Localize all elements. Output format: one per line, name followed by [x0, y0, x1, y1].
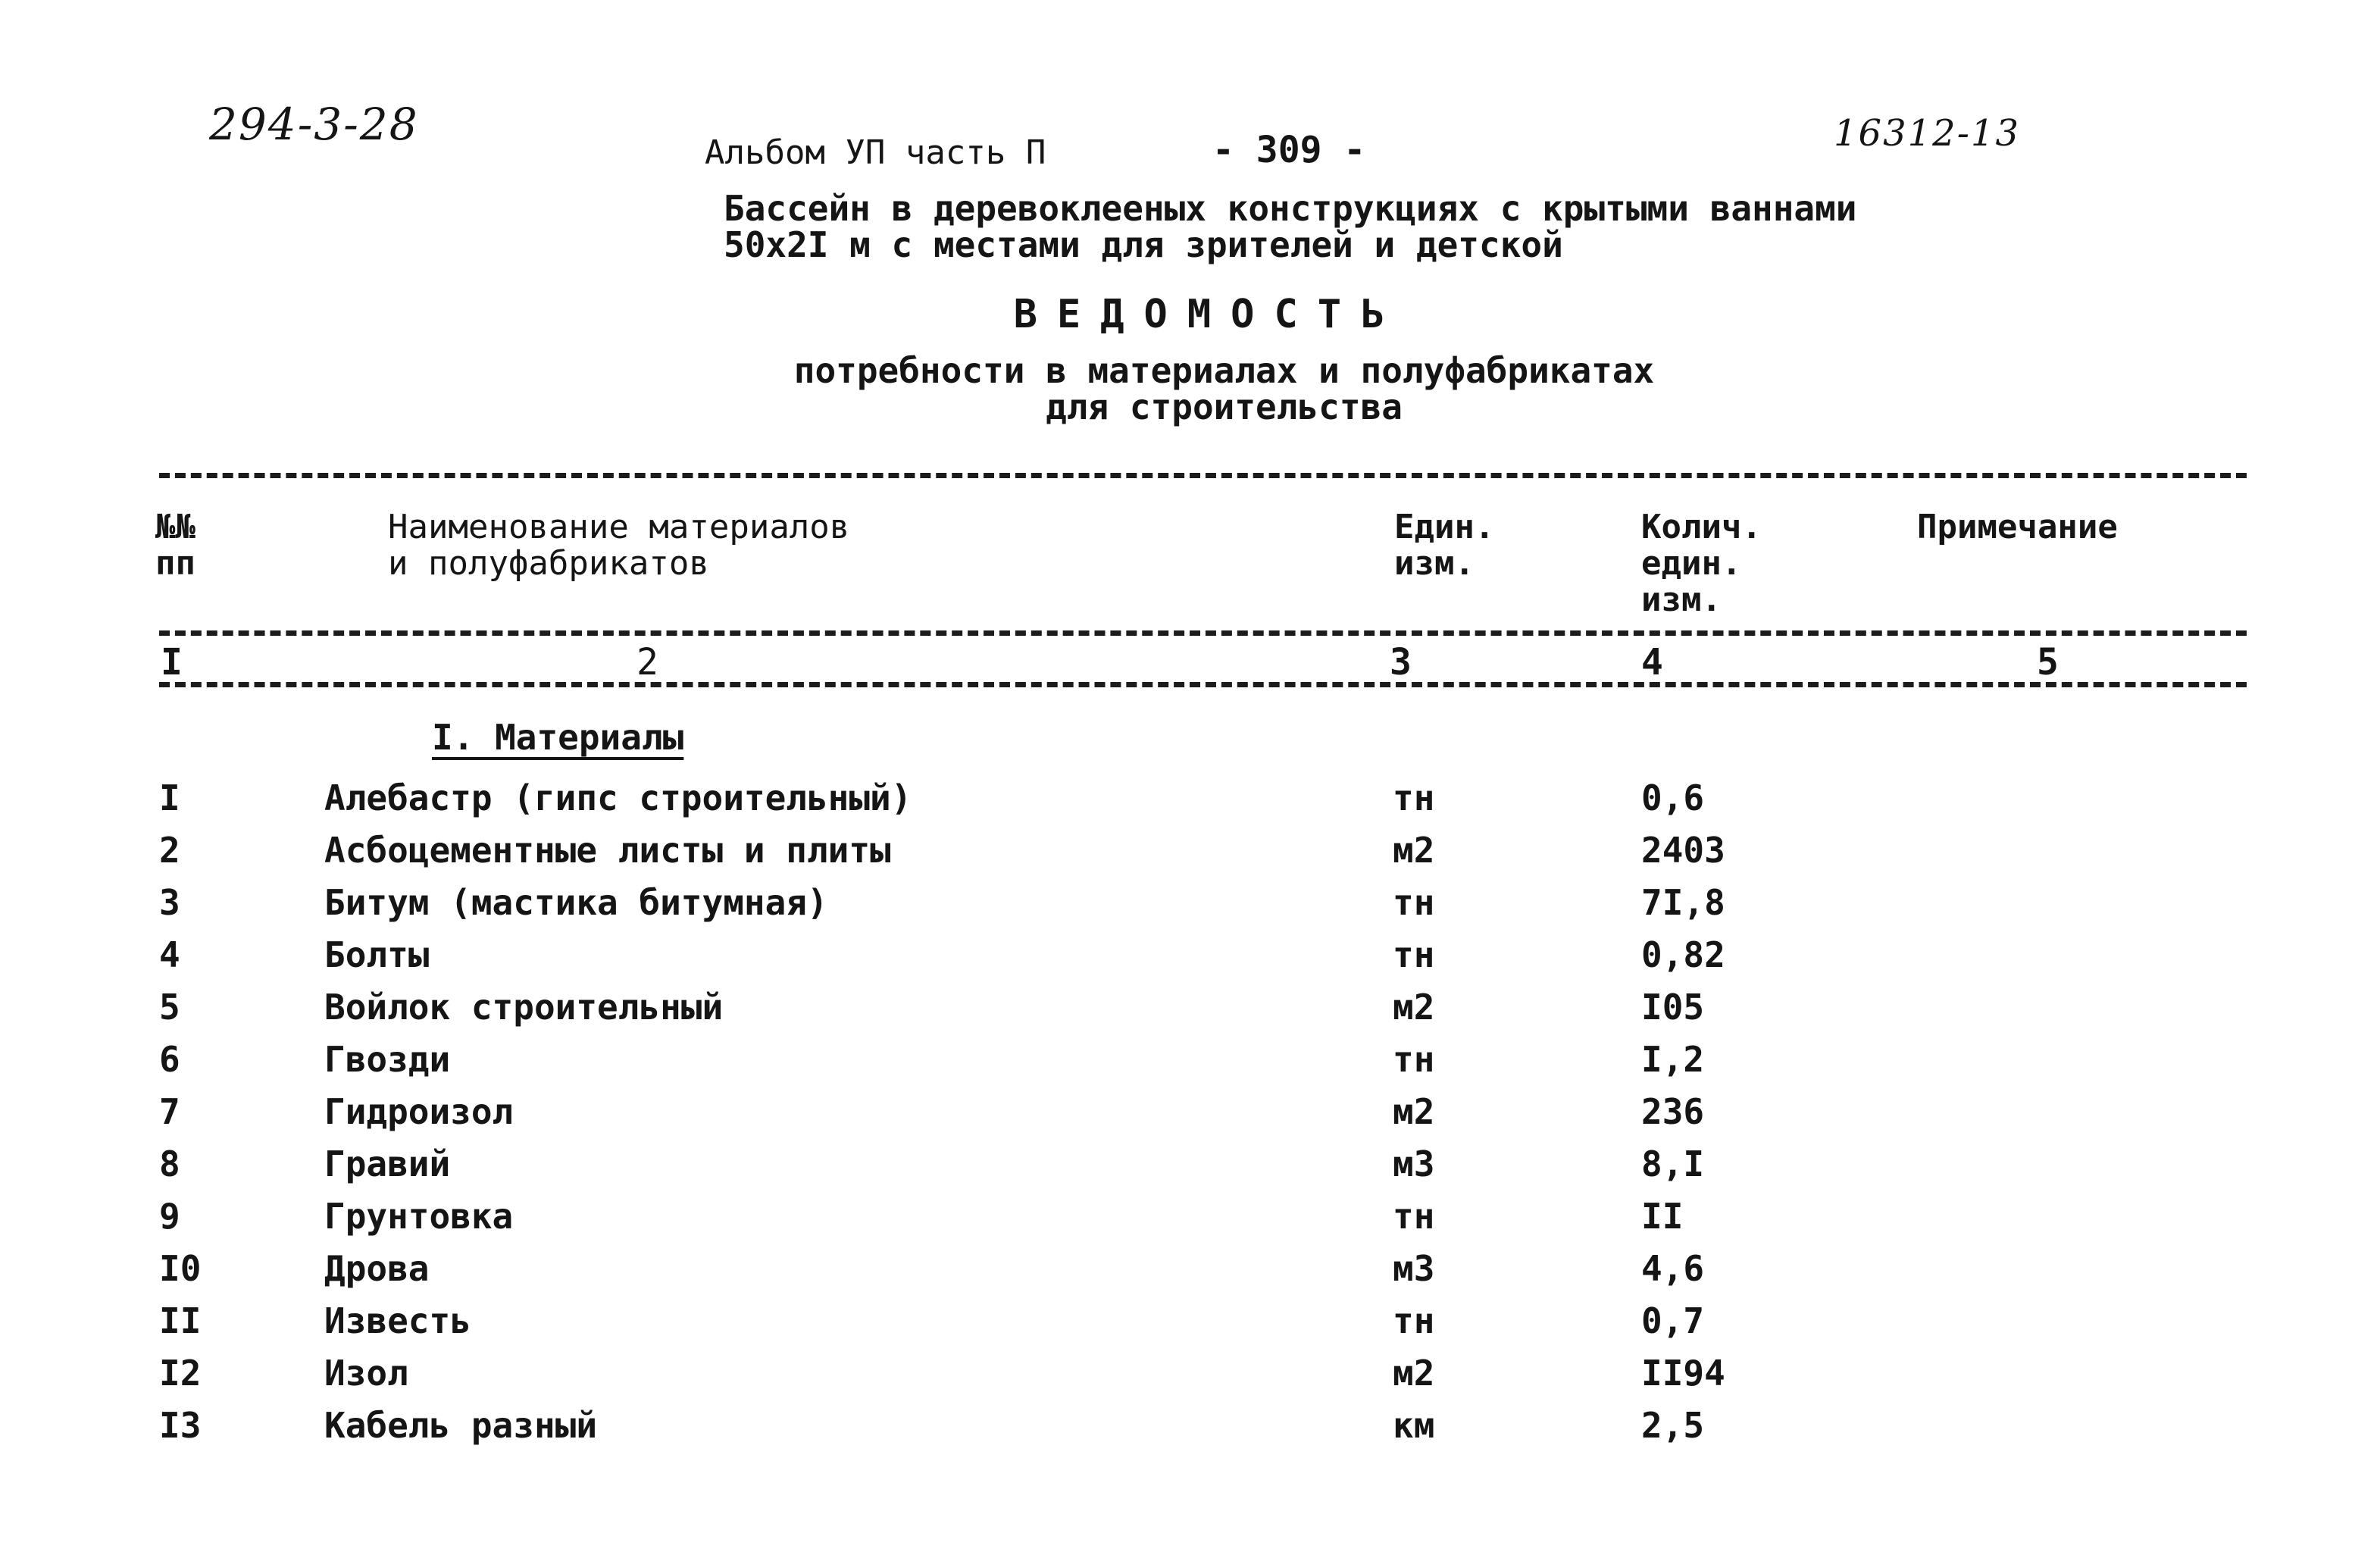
row-material-name: Гвозди	[324, 1039, 451, 1080]
table-row	[0, 1405, 2380, 1457]
table-top-rule	[159, 473, 2247, 478]
row-number: I2	[159, 1353, 202, 1394]
row-quantity: I,2	[1641, 1039, 1705, 1080]
document-description-line-2: для строительства	[1046, 386, 1403, 427]
column-header-quantity: Колич. един. изм.	[1641, 508, 1762, 619]
column-number-4: 4	[1641, 641, 1663, 684]
row-quantity: 0,7	[1641, 1300, 1705, 1341]
row-material-name: Гидроизол	[324, 1091, 514, 1132]
column-numbers-rule	[159, 682, 2247, 687]
row-number: 2	[159, 830, 180, 871]
row-number: 8	[159, 1143, 180, 1184]
row-number: I3	[159, 1405, 202, 1446]
row-material-name: Войлок строительный	[324, 987, 724, 1028]
row-number: 5	[159, 987, 180, 1028]
table-row	[0, 1248, 2380, 1300]
row-material-name: Изол	[324, 1353, 408, 1394]
row-unit: м3	[1393, 1143, 1435, 1184]
row-material-name: Дрова	[324, 1248, 430, 1289]
table-row	[0, 882, 2380, 934]
row-quantity: 2,5	[1641, 1405, 1705, 1446]
row-quantity: II94	[1641, 1353, 1725, 1394]
row-material-name: Болты	[324, 934, 430, 975]
row-number: 3	[159, 882, 180, 923]
row-quantity: 8,I	[1641, 1143, 1705, 1184]
column-header-number: №№ пп	[155, 508, 195, 583]
column-header-unit: Един. изм.	[1394, 508, 1495, 583]
table-row	[0, 777, 2380, 830]
table-row	[0, 1300, 2380, 1353]
document-description-line-1: потребности в материалах и полуфабрикатах	[793, 350, 1655, 391]
row-quantity: 0,82	[1641, 934, 1725, 975]
row-unit: тн	[1393, 934, 1435, 975]
document-title: ВЕДОМОСТЬ	[1013, 292, 1405, 337]
row-quantity: II	[1641, 1196, 1684, 1237]
row-quantity: 2403	[1641, 830, 1725, 871]
column-number-5: 5	[2037, 641, 2059, 684]
project-subtitle-line-2: 50х2I м с местами для зрителей и детской	[724, 224, 1563, 265]
row-number: 6	[159, 1039, 180, 1080]
row-unit: тн	[1393, 1039, 1435, 1080]
row-quantity: I05	[1641, 987, 1705, 1028]
table-row	[0, 1196, 2380, 1248]
row-material-name: Асбоцементные листы и плиты	[324, 830, 891, 871]
row-number: 9	[159, 1196, 180, 1237]
page-number: - 309 -	[1212, 129, 1366, 171]
column-number-3: 3	[1390, 641, 1412, 684]
row-quantity: 7I,8	[1641, 882, 1725, 923]
row-number: 7	[159, 1091, 180, 1132]
row-material-name: Грунтовка	[324, 1196, 514, 1237]
table-row	[0, 934, 2380, 987]
row-unit: м2	[1393, 1353, 1435, 1394]
table-row	[0, 1039, 2380, 1091]
table-row	[0, 987, 2380, 1039]
album-label: Альбом УП часть П	[705, 133, 1046, 172]
project-subtitle-line-1: Бассейн в деревоклееных конструкциях с крытыми ваннами	[724, 188, 1857, 229]
row-unit: тн	[1393, 777, 1435, 818]
row-number: II	[159, 1300, 202, 1341]
row-unit: м3	[1393, 1248, 1435, 1289]
row-material-name: Известь	[324, 1300, 471, 1341]
table-row	[0, 1143, 2380, 1196]
row-quantity: 236	[1641, 1091, 1705, 1132]
row-quantity: 4,6	[1641, 1248, 1705, 1289]
header-bottom-rule	[159, 630, 2247, 636]
section-title: I. Материалы	[432, 717, 684, 758]
table-row	[0, 1353, 2380, 1405]
column-number-1: I	[161, 641, 183, 684]
row-unit: тн	[1393, 1300, 1435, 1341]
column-number-2: 2	[636, 641, 658, 684]
row-unit: м2	[1393, 1091, 1435, 1132]
row-number: I	[159, 777, 180, 818]
row-unit: км	[1393, 1405, 1435, 1446]
column-header-name: Наименование материалов и полуфабрикатов	[388, 508, 850, 583]
row-unit: м2	[1393, 987, 1435, 1028]
handwritten-inventory-number: 16312-13	[1834, 112, 2020, 155]
row-unit: тн	[1393, 882, 1435, 923]
row-number: I0	[159, 1248, 202, 1289]
materials-table-body	[0, 777, 2380, 1457]
row-quantity: 0,6	[1641, 777, 1705, 818]
row-material-name: Кабель разный	[324, 1405, 598, 1446]
row-number: 4	[159, 934, 180, 975]
row-material-name: Алебастр (гипс строительный)	[324, 777, 912, 818]
table-row	[0, 830, 2380, 882]
row-material-name: Гравий	[324, 1143, 451, 1184]
column-header-note: Примечание	[1917, 508, 2118, 546]
row-unit: тн	[1393, 1196, 1435, 1237]
row-material-name: Битум (мастика битумная)	[324, 882, 828, 923]
row-unit: м2	[1393, 830, 1435, 871]
handwritten-document-code: 294-3-28	[209, 99, 419, 150]
table-row	[0, 1091, 2380, 1143]
